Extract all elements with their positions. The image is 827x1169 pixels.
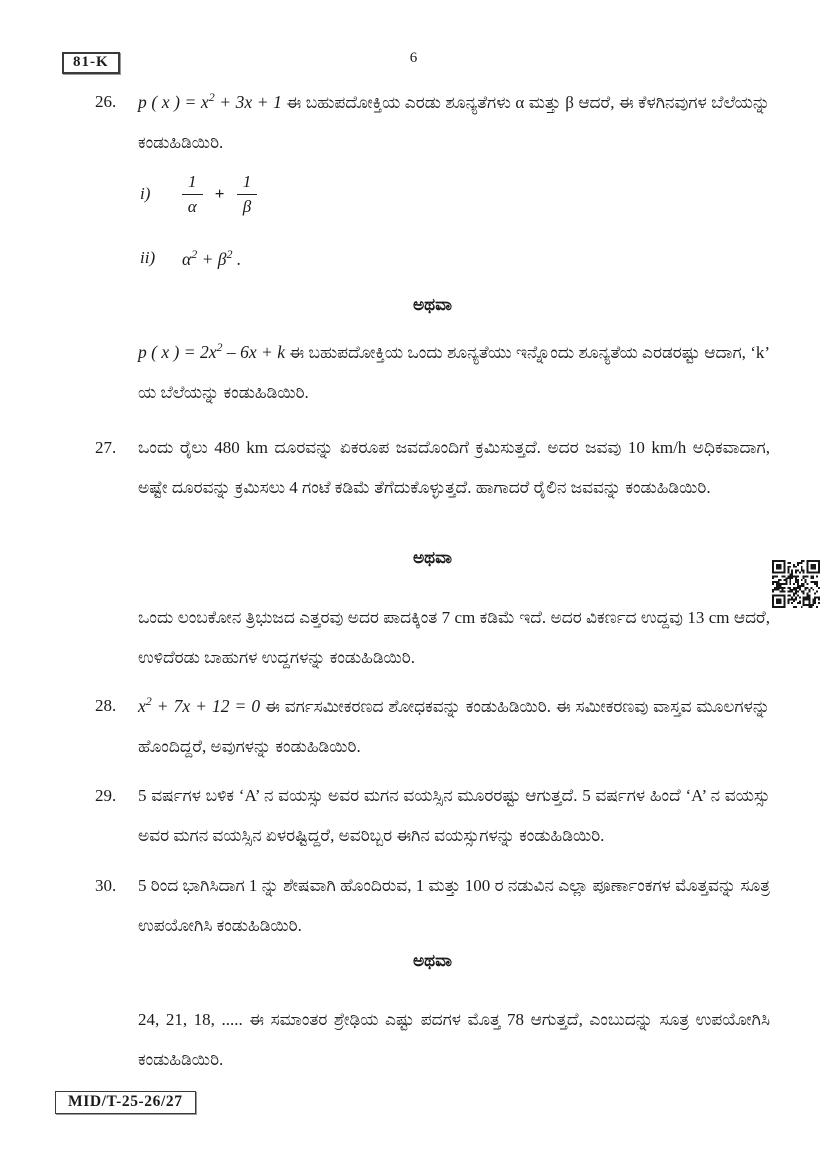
question-28-number: 28. xyxy=(95,696,117,715)
question-27-text: ಒಂದು ರೈಲು 480 km ದೂರವನ್ನು ಏಕರೂಪ ಜವದೊಂದಿಗೆ ಕ್ರಮಿಸುತ್ತದೆ. ಅದರ ಜವವು 10 km/h ಅಧಿಕವಾದಾಗ, ಅಷ್ಟೇ ದೂರವನ್ನು ಕ್ರಮಿಸಲು 4 ಗಂಟೆ ಕಡಿಮೆ ತೆಗೆದುಕೊಳ್ಳುತ್ತದೆ. ಹಾಗಾದರೆ ರೈಲಿನ ಜವವನ್ನು ಕಂಡುಹಿಡಿಯಿರಿ. xyxy=(138,438,770,497)
question-27-alt: ಒಂದು ಲಂಬಕೋನ ತ್ರಿಭುಜದ ಎತ್ತರವು ಅದರ ಪಾದಕ್ಕಿಂತ 7 cm ಕಡಿಮೆ ಇದೆ. ಅದರ ವಿಕರ್ಣದ ಉದ್ದವು 13 cm ಆದರೆ, ಉಳಿದೆರಡು ಬಾಹುಗಳ ಉದ್ದಗಳನ್ನು ಕಂಡುಹಿಡಿಯಿರಿ. xyxy=(138,608,770,667)
plus-operator: + xyxy=(214,184,225,203)
question-26-text xyxy=(138,82,770,163)
item-ii-label: ii) xyxy=(140,248,156,267)
question-28-kannada-text: ಈ ವರ್ಗಸಮೀಕರಣದ ಶೋಧಕವನ್ನು ಕಂಡುಹಿಡಿಯಿರಿ. ಈ ಸಮೀಕರಣವು ವಾಸ್ತವ ಮೂಲಗಳನ್ನು ಹೊಂದಿದ್ದರೆ, ಅವುಗಳನ್ನು ಕಂಡುಹಿಡಿಯಿರಿ. xyxy=(138,697,770,756)
or-heading-3: ಅಥವಾ xyxy=(412,951,453,970)
question-26-item-ii xyxy=(140,238,241,278)
paper-code: 81-K xyxy=(73,54,109,70)
question-28 xyxy=(95,686,770,767)
question-27-number: 27. xyxy=(95,438,117,457)
fraction-one-over-alpha: $\frac{1}{\alpha}$ xyxy=(182,172,203,216)
question-30-text: 5 ರಿಂದ ಭಾಗಿಸಿದಾಗ 1 ನ್ನು ಶೇಷವಾಗಿ ಹೊಂದಿರುವ, 1 ಮತ್ತು 100 ರ ನಡುವಿನ ಎಲ್ಲಾ ಪೂರ್ಣಾಂಕಗಳ ಮೊತ್ತವನ್ನು ಸೂತ್ರ ಉಪಯೋಗಿಸಿ ಕಂಡುಹಿಡಿಯಿರಿ. xyxy=(138,876,770,935)
question-30-alt: 24, 21, 18, ..... ಈ ಸಮಾಂತರ ಶ್ರೇಢಿಯ ಎಷ್ಟು ಪದಗಳ ಮೊತ್ತ 78 ಆಗುತ್ತದೆ, ಎಂಬುದನ್ನು ಸೂತ್ರ ಉಪಯೋಗಿಸಿ ಕಂಡುಹಿಡಿಯಿರಿ. xyxy=(138,1010,770,1069)
or-heading-2: ಅಥವಾ xyxy=(412,548,453,567)
item-i-expression xyxy=(182,172,257,216)
question-26-kannada-text: ಈ ಬಹುಪದೋಕ್ತಿಯ ಎರಡು ಶೂನ್ಯತೆಗಳು α ಮತ್ತು β ಆದರೆ, ಈ ಕೆಳಗಿನವುಗಳ ಬೆಲೆಯನ್ನು ಕಂಡುಹಿಡಿಯಿರಿ. xyxy=(138,93,770,152)
page-number: 6 xyxy=(409,50,418,66)
equation-q28: $x^2 + 7x + 12 = 0$ xyxy=(138,694,266,716)
or-heading-1: ಅಥವಾ xyxy=(412,295,453,314)
question-26-alt xyxy=(138,332,770,413)
footer-code: MID/T-25-26/27 xyxy=(68,1093,183,1110)
question-26-number: 26. xyxy=(95,92,117,111)
item-ii-expression: $\alpha^2 + \beta^2$ . xyxy=(182,246,242,269)
question-29 xyxy=(95,776,770,856)
question-29-number: 29. xyxy=(95,786,117,805)
fraction-one-over-beta: $\frac{1}{\beta}$ xyxy=(237,172,258,216)
question-26 xyxy=(95,82,770,163)
equation-q26: p ( x ) = $x^2 + 3x + 1$ xyxy=(138,90,287,112)
question-26-alt-text: ಈ ಬಹುಪದೋಕ್ತಿಯ ಒಂದು ಶೂನ್ಯತೆಯು ಇನ್ನೊಂದು ಶೂನ್ಯತೆಯ ಎರಡರಷ್ಟು ಆದಾಗ, ‘k’ ಯ ಬೆಲೆಯನ್ನು ಕಂಡುಹಿಡಿಯಿರಿ. xyxy=(138,343,771,402)
qr-code-icon xyxy=(772,560,820,608)
question-26-item-i xyxy=(140,166,257,222)
equation-q26-alt: p ( x ) = $2x^2 - 6x + k$ xyxy=(138,340,290,362)
question-30-number: 30. xyxy=(95,876,117,895)
question-30 xyxy=(95,866,770,946)
question-29-text: 5 ವರ್ಷಗಳ ಬಳಿಕ ‘A’ ನ ವಯಸ್ಸು ಅವರ ಮಗನ ವಯಸ್ಸಿನ ಮೂರರಷ್ಟು ಆಗುತ್ತದೆ. 5 ವರ್ಷಗಳ ಹಿಂದೆ ‘A’ ನ ವಯಸ್ಸು ಅವರ ಮಗನ ವಯಸ್ಸಿನ ಏಳರಷ್ಟಿದ್ದರೆ, ಅವರಿಬ್ಬರ ಈಗಿನ ವಯಸ್ಸುಗಳನ್ನು ಕಂಡುಹಿಡಿಯಿರಿ. xyxy=(138,786,770,845)
item-i-label: i) xyxy=(140,184,151,203)
footer-code-box xyxy=(55,1091,196,1114)
question-28-text xyxy=(138,686,770,767)
question-27 xyxy=(95,428,770,508)
